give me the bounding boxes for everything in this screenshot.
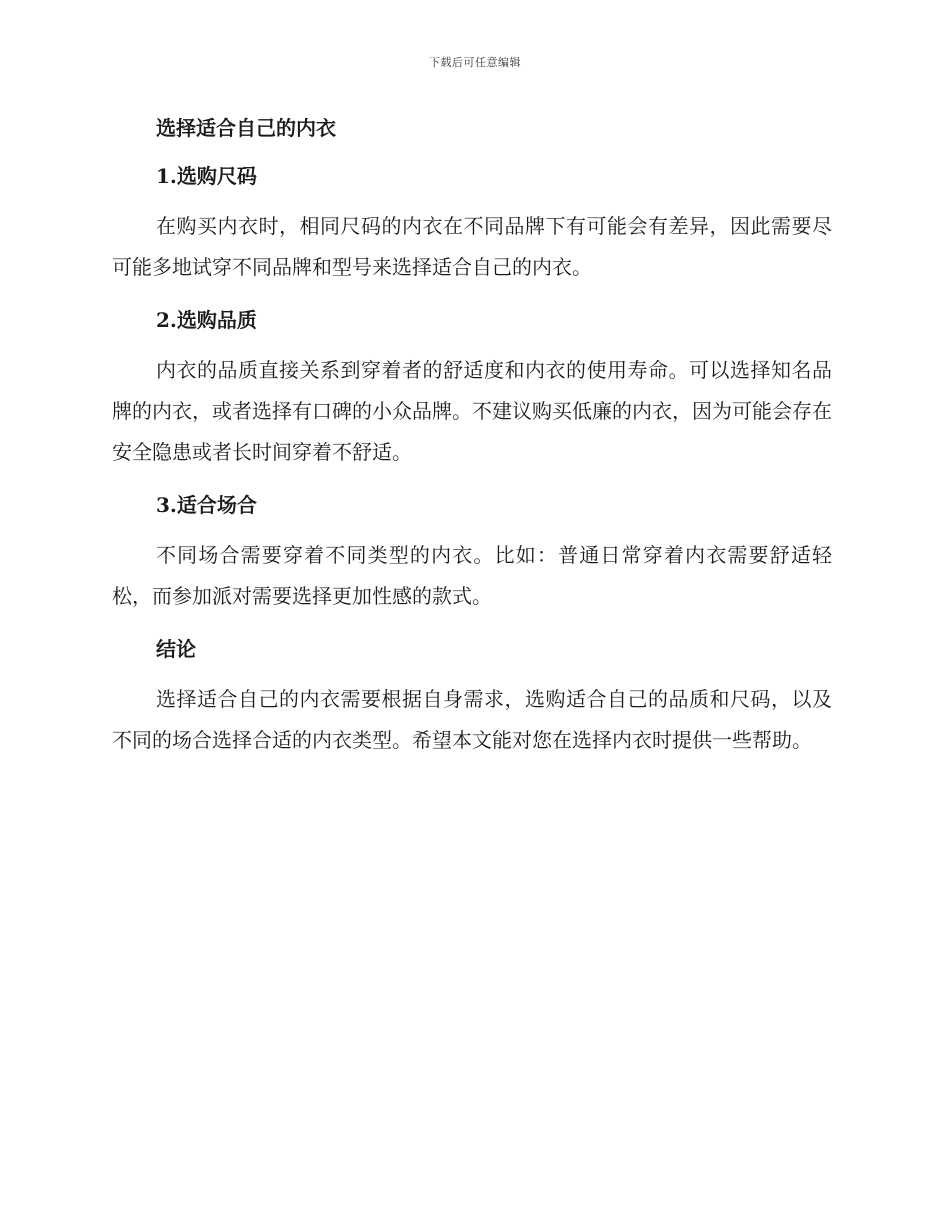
section-heading-quality: 2.选购品质 (156, 308, 257, 332)
section-heading-occasion: 3.适合场合 (156, 493, 257, 517)
header-note: 下载后可任意编辑 (429, 56, 521, 69)
section-body-occasion: 不同场合需要穿着不同类型的内衣。比如：普通日常穿着内衣需要舒适轻松，而参加派对需要选择更加性感的款式。 (112, 543, 832, 608)
section-heading-size: 1.选购尺码 (156, 164, 257, 188)
document-title: 选择适合自己的内衣 (156, 116, 336, 140)
section-body-quality: 内衣的品质直接关系到穿着者的舒适度和内衣的使用寿命。可以选择知名品牌的内衣，或者选择有口碑的小众品牌。不建议购买低廉的内衣，因为可能会存在安全隐患或者长时间穿着不舒适。 (112, 358, 832, 464)
section-body-size: 在购买内衣时，相同尺码的内衣在不同品牌下有可能会有差异，因此需要尽可能多地试穿不同品牌和型号来选择适合自己的内衣。 (112, 214, 832, 279)
document-body (112, 106, 832, 767)
section-body-conclusion: 选择适合自己的内衣需要根据自身需求，选购适合自己的品质和尺码，以及不同的场合选择合适的内衣类型。希望本文能对您在选择内衣时提供一些帮助。 (112, 687, 832, 752)
section-heading-conclusion: 结论 (156, 637, 196, 661)
